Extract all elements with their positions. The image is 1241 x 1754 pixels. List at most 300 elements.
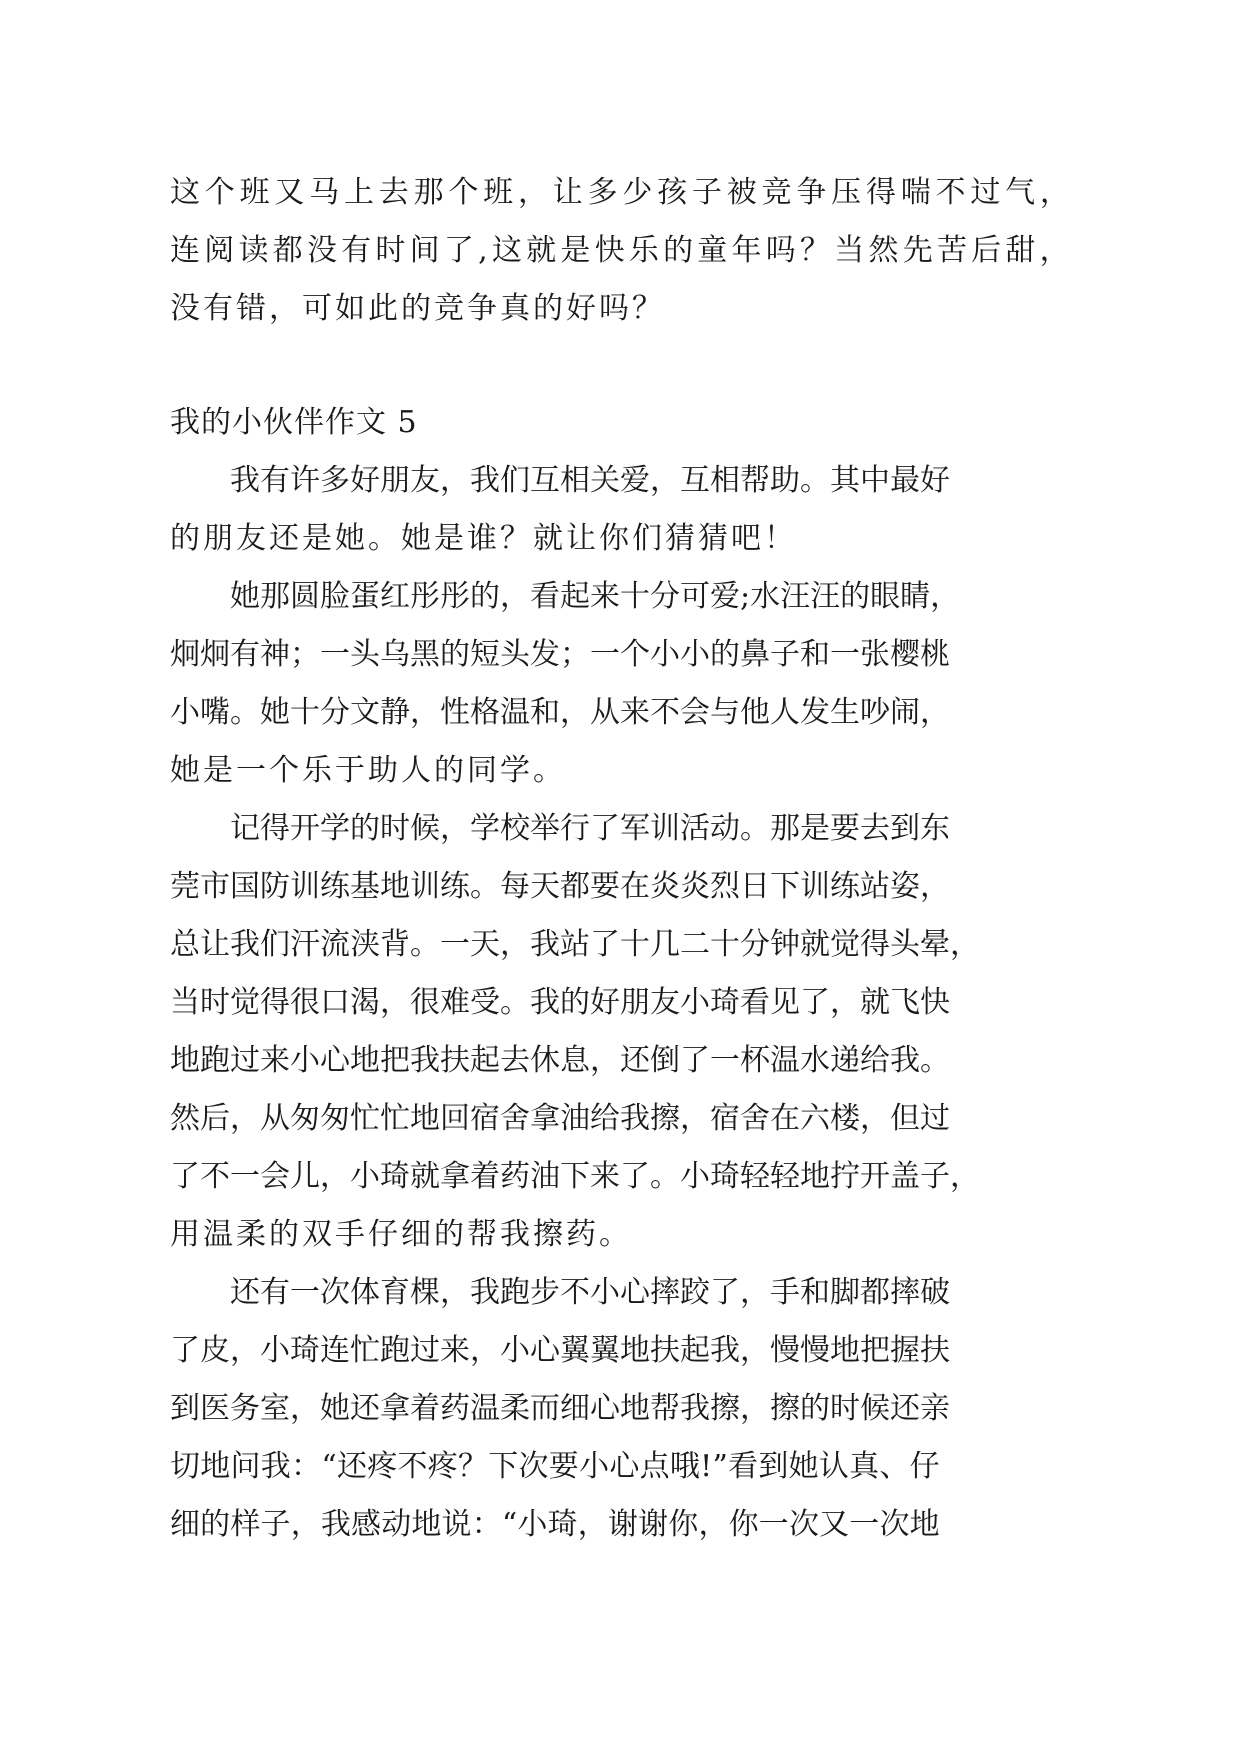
text-char: 觉 bbox=[230, 985, 260, 1020]
text-char: 国 bbox=[230, 869, 260, 904]
text-char: 她 bbox=[230, 579, 260, 614]
text-line bbox=[0, 688, 1241, 738]
text-char: 去 bbox=[378, 175, 409, 210]
text-line bbox=[0, 1094, 1241, 1144]
text-char: 跤 bbox=[680, 1275, 710, 1310]
text-char: 仔 bbox=[909, 1449, 940, 1484]
text-char: 一 bbox=[758, 1507, 789, 1542]
text-char: ， bbox=[440, 811, 470, 846]
text-char: 训 bbox=[800, 869, 830, 904]
text-char: 快 bbox=[920, 985, 950, 1020]
text-char: 拧 bbox=[830, 1159, 860, 1194]
text-char: 好 bbox=[920, 463, 950, 498]
text-line-content bbox=[170, 1500, 940, 1550]
text-char: 班 bbox=[239, 175, 270, 210]
text-char: 炎 bbox=[650, 869, 680, 904]
text-char: 的 bbox=[470, 579, 500, 614]
text-char: 着 bbox=[470, 1159, 500, 1194]
text-char: 其 bbox=[830, 463, 860, 498]
text-char: 让 bbox=[552, 175, 583, 210]
text-char: 地 bbox=[350, 1043, 380, 1078]
text-char: 就 bbox=[800, 927, 830, 962]
text-line bbox=[0, 514, 1241, 564]
text-char: 她 bbox=[260, 695, 290, 730]
text-char: ： bbox=[471, 1507, 502, 1542]
text-char: ， bbox=[410, 695, 440, 730]
text-char: 军 bbox=[620, 811, 650, 846]
text-char: 的 bbox=[440, 637, 470, 672]
text-char: 一 bbox=[230, 1159, 260, 1194]
text-line-content bbox=[170, 978, 950, 1028]
text-char: ？ bbox=[458, 1449, 488, 1484]
text-char: 室 bbox=[260, 1391, 290, 1426]
text-char: 晕 bbox=[920, 927, 950, 962]
text-char: 汪 bbox=[810, 579, 841, 614]
text-line bbox=[0, 862, 1241, 912]
text-char: 得 bbox=[260, 811, 290, 846]
text-char: 多 bbox=[320, 463, 350, 498]
text-char: 马 bbox=[309, 175, 340, 210]
text-char: 年 bbox=[731, 233, 762, 268]
text-char: 琦 bbox=[547, 1507, 578, 1542]
text-char: 候 bbox=[860, 1391, 890, 1426]
text-char: 他 bbox=[740, 695, 770, 730]
text-char: 二 bbox=[680, 927, 710, 962]
text-char: 连 bbox=[170, 233, 200, 268]
text-char: 还 bbox=[890, 1391, 920, 1426]
text-char: 练 bbox=[440, 869, 470, 904]
text-char: 莞 bbox=[170, 869, 200, 904]
text-char: 琦 bbox=[710, 985, 740, 1020]
text-char: 问 bbox=[230, 1449, 261, 1484]
text-line-content bbox=[230, 1268, 950, 1318]
text-char: 。 bbox=[920, 1043, 950, 1078]
text-char: 起 bbox=[560, 579, 590, 614]
text-char: 从 bbox=[260, 1101, 290, 1136]
text-char: 水 bbox=[800, 1043, 830, 1078]
text-char: 小 bbox=[500, 1333, 530, 1368]
text-char: 慢 bbox=[770, 1333, 800, 1368]
text-char: 得 bbox=[865, 175, 896, 210]
text-char: 孩 bbox=[657, 175, 688, 210]
text-char: 脸 bbox=[320, 579, 350, 614]
text-char: 到 bbox=[758, 1449, 789, 1484]
text-line bbox=[0, 1326, 1241, 1376]
text-line bbox=[0, 284, 1241, 334]
text-line bbox=[0, 168, 1241, 218]
text-char: 觉 bbox=[830, 927, 860, 962]
text-char: 还 bbox=[336, 1449, 367, 1484]
text-char: 蛋 bbox=[350, 579, 380, 614]
text-char: 给 bbox=[860, 1043, 890, 1078]
text-char: 文 bbox=[350, 695, 380, 730]
text-char: 下 bbox=[560, 1159, 590, 1194]
text-line bbox=[0, 978, 1241, 1028]
text-char: 友 bbox=[650, 985, 680, 1020]
text-char: 了 bbox=[710, 1275, 740, 1310]
text-char: ， bbox=[470, 1333, 500, 1368]
text-char: 难 bbox=[440, 985, 470, 1020]
text-char: 忙 bbox=[350, 1333, 380, 1368]
text-char: 和 bbox=[530, 695, 560, 730]
text-char: 把 bbox=[860, 1333, 890, 1368]
text-char: 就 bbox=[860, 985, 890, 1020]
text-char: 地 bbox=[620, 1333, 650, 1368]
text-line bbox=[0, 1152, 1241, 1202]
text-char: 你 bbox=[728, 1507, 759, 1542]
text-char: 疼 bbox=[367, 1449, 398, 1484]
text-char: 口 bbox=[320, 985, 350, 1020]
text-char: 。 bbox=[230, 695, 260, 730]
text-char: 心 bbox=[590, 1391, 620, 1426]
text-char: 相 bbox=[560, 463, 590, 498]
text-char: 地 bbox=[620, 1391, 650, 1426]
text-char: 然 bbox=[170, 1101, 200, 1136]
text-char: ” bbox=[712, 1449, 728, 1484]
text-line bbox=[0, 746, 1241, 796]
text-char: 站 bbox=[560, 927, 590, 962]
text-char: 过 bbox=[410, 1333, 440, 1368]
text-char: 地 bbox=[170, 1043, 200, 1078]
text-char: 格 bbox=[470, 695, 500, 730]
text-char: 下 bbox=[770, 869, 800, 904]
text-char: 地 bbox=[200, 1449, 231, 1484]
text-char: 的 bbox=[560, 985, 590, 1020]
text-char: 过 bbox=[970, 175, 1001, 210]
text-char: 来 bbox=[260, 1043, 290, 1078]
text-char: 擦 bbox=[650, 1101, 680, 1136]
text-char: 可 bbox=[680, 579, 710, 614]
text-char: 会 bbox=[680, 695, 710, 730]
text-char: 嘴 bbox=[200, 695, 230, 730]
text-char: 训 bbox=[650, 811, 680, 846]
text-line-content: 用温柔的双手仔细的帮我擦药。 bbox=[170, 1217, 632, 1252]
text-char: 喘 bbox=[900, 175, 931, 210]
text-char: ， bbox=[650, 463, 680, 498]
text-char: 看 bbox=[728, 1449, 759, 1484]
text-char: ， bbox=[517, 175, 548, 210]
text-char: 和 bbox=[800, 1275, 830, 1310]
text-char: 了 bbox=[680, 1043, 710, 1078]
text-line bbox=[0, 226, 1241, 276]
text-char: 她 bbox=[320, 1391, 350, 1426]
text-char: 黑 bbox=[410, 637, 440, 672]
text-char: ， bbox=[577, 1507, 608, 1542]
text-char: ？ bbox=[800, 233, 830, 268]
text-char: 人 bbox=[770, 695, 800, 730]
text-char: ， bbox=[950, 927, 980, 962]
text-char: 扶 bbox=[440, 1043, 470, 1078]
text-char: 的 bbox=[710, 637, 740, 672]
text-char: 的 bbox=[840, 579, 871, 614]
text-char: 忙 bbox=[350, 1101, 380, 1136]
text-char: ， bbox=[950, 1159, 980, 1194]
text-char: 子 bbox=[920, 1159, 950, 1194]
text-char: 关 bbox=[590, 463, 620, 498]
text-char: 们 bbox=[500, 463, 530, 498]
text-char: 一 bbox=[830, 637, 860, 672]
text-char: 六 bbox=[800, 1101, 830, 1136]
text-char: 是 bbox=[560, 233, 591, 268]
text-char: 小 bbox=[680, 637, 710, 672]
text-char: 然 bbox=[868, 233, 899, 268]
text-char: 流 bbox=[320, 927, 350, 962]
text-char: 背 bbox=[380, 927, 410, 962]
text-char: 我 bbox=[470, 1275, 500, 1310]
text-char: 温 bbox=[500, 695, 530, 730]
text-char: 训 bbox=[410, 869, 440, 904]
text-char: 起 bbox=[470, 1043, 500, 1078]
text-char: 我 bbox=[680, 1391, 710, 1426]
text-char: ， bbox=[740, 1275, 770, 1310]
text-char: ， bbox=[500, 579, 530, 614]
text-line-content bbox=[170, 1152, 980, 1202]
text-char: 分 bbox=[650, 579, 680, 614]
text-char: 点 bbox=[639, 1449, 670, 1484]
text-char: 。 bbox=[740, 811, 770, 846]
text-char: 阅 bbox=[204, 233, 235, 268]
text-char: 子 bbox=[260, 1507, 291, 1542]
text-char: 她 bbox=[788, 1449, 819, 1484]
text-char: 翼 bbox=[560, 1333, 590, 1368]
text-char: 要 bbox=[830, 811, 860, 846]
text-char: 就 bbox=[410, 1159, 440, 1194]
text-char: 的 bbox=[800, 1391, 830, 1426]
text-char: 得 bbox=[260, 985, 290, 1020]
text-char: 学 bbox=[470, 811, 500, 846]
text-char: 朋 bbox=[620, 985, 650, 1020]
text-char: 破 bbox=[920, 1275, 950, 1310]
text-char: 地 bbox=[410, 1101, 440, 1136]
text-char: 我 bbox=[230, 927, 260, 962]
text-char: 汪 bbox=[780, 579, 811, 614]
text-char: 们 bbox=[260, 927, 290, 962]
text-char: 小 bbox=[680, 1159, 710, 1194]
text-char: 汗 bbox=[290, 927, 320, 962]
text-char: 多 bbox=[587, 175, 618, 210]
text-char: 鼻 bbox=[740, 637, 770, 672]
text-char: 地 bbox=[411, 1507, 442, 1542]
text-char: 时 bbox=[830, 1391, 860, 1426]
text-char: 地 bbox=[380, 869, 410, 904]
text-char: 跑 bbox=[200, 1043, 230, 1078]
text-char: 帮 bbox=[650, 1391, 680, 1426]
text-char: 的 bbox=[350, 811, 380, 846]
text-line-content bbox=[170, 226, 1070, 276]
text-char: 过 bbox=[230, 1043, 260, 1078]
text-char: 和 bbox=[800, 637, 830, 672]
text-char: 那 bbox=[413, 175, 444, 210]
text-char: 样 bbox=[230, 1507, 261, 1542]
text-char: 炎 bbox=[680, 869, 710, 904]
text-char: 有 bbox=[260, 463, 290, 498]
text-line bbox=[0, 572, 1241, 622]
text-char: 与 bbox=[710, 695, 740, 730]
text-char: 匆 bbox=[320, 1101, 350, 1136]
text-char: 好 bbox=[590, 985, 620, 1020]
text-char: 在 bbox=[770, 1101, 800, 1136]
text-char: 烈 bbox=[710, 869, 740, 904]
text-char: 训 bbox=[290, 869, 320, 904]
text-char: 慢 bbox=[800, 1333, 830, 1368]
text-char: 乌 bbox=[380, 637, 410, 672]
text-char: 忙 bbox=[380, 1101, 410, 1136]
text-char: ; bbox=[740, 579, 751, 614]
section-title bbox=[0, 398, 1241, 448]
text-char: 没 bbox=[306, 233, 337, 268]
section-title-text: 我的小伙伴作文 5 bbox=[170, 405, 418, 440]
text-char: 给 bbox=[590, 1101, 620, 1136]
text-char: 不 bbox=[397, 1449, 428, 1484]
text-char: 一 bbox=[320, 637, 350, 672]
text-char: 帮 bbox=[740, 463, 770, 498]
text-char: 发 bbox=[800, 695, 830, 730]
text-char: 每 bbox=[500, 869, 530, 904]
text-char: 了 bbox=[590, 927, 620, 962]
text-char: 分 bbox=[320, 695, 350, 730]
text-char: 有 bbox=[260, 1275, 290, 1310]
text-line bbox=[0, 630, 1241, 680]
text-char: 后 bbox=[971, 233, 1002, 268]
text-char: 十 bbox=[710, 927, 740, 962]
text-char: 了 bbox=[800, 985, 830, 1020]
text-char: 要 bbox=[548, 1449, 579, 1484]
text-char: 小 bbox=[170, 695, 200, 730]
text-line-content bbox=[170, 1442, 940, 1492]
text-char: 樱 bbox=[890, 637, 920, 672]
text-char: 跑 bbox=[380, 1333, 410, 1368]
text-char: 闹 bbox=[890, 695, 920, 730]
text-line-content bbox=[230, 456, 950, 506]
text-char: 防 bbox=[260, 869, 290, 904]
text-char: 小 bbox=[650, 637, 680, 672]
text-char: 个 bbox=[448, 175, 479, 210]
text-char: , bbox=[478, 233, 488, 268]
text-line bbox=[0, 1384, 1241, 1434]
text-char: 去 bbox=[860, 811, 890, 846]
text-char: 助 bbox=[770, 463, 800, 498]
text-char: ， bbox=[320, 1159, 350, 1194]
text-char: 天 bbox=[530, 869, 560, 904]
text-line-content bbox=[170, 1384, 950, 1434]
text-char: 最 bbox=[890, 463, 920, 498]
text-char: 哦 bbox=[669, 1449, 700, 1484]
text-char: 不 bbox=[650, 695, 680, 730]
text-line-content bbox=[170, 920, 980, 970]
text-char: 受 bbox=[470, 985, 500, 1020]
text-char: 一 bbox=[849, 1507, 880, 1542]
text-char: ， bbox=[830, 985, 860, 1020]
text-char: 但 bbox=[890, 1101, 920, 1136]
text-char: ， bbox=[1039, 233, 1070, 268]
text-char: 动 bbox=[710, 811, 740, 846]
text-line-content bbox=[170, 630, 950, 680]
text-char: 都 bbox=[860, 1275, 890, 1310]
text-char: 轻 bbox=[770, 1159, 800, 1194]
text-char: 水 bbox=[750, 579, 781, 614]
text-char: 时 bbox=[200, 985, 230, 1020]
text-line-content: 的朋友还是她。她是谁？就让你们猜猜吧！ bbox=[170, 521, 797, 556]
text-char: 脚 bbox=[830, 1275, 860, 1310]
text-char: 读 bbox=[238, 233, 269, 268]
text-char: 苦 bbox=[936, 233, 967, 268]
text-char: 渴 bbox=[350, 985, 380, 1020]
text-char: 朋 bbox=[380, 463, 410, 498]
text-char: 倒 bbox=[650, 1043, 680, 1078]
text-char: 个 bbox=[204, 175, 235, 210]
text-char: 基 bbox=[350, 869, 380, 904]
text-char: 的 bbox=[200, 1507, 231, 1542]
text-char: 温 bbox=[470, 1391, 500, 1426]
text-char: 总 bbox=[170, 927, 200, 962]
text-char: 开 bbox=[290, 811, 320, 846]
text-char: 到 bbox=[890, 811, 920, 846]
text-char: 握 bbox=[890, 1333, 920, 1368]
text-char: ， bbox=[740, 1333, 770, 1368]
text-char: 切 bbox=[170, 1449, 200, 1484]
text-char: 当 bbox=[834, 233, 865, 268]
text-char: 的 bbox=[663, 233, 694, 268]
text-char: 天 bbox=[470, 927, 500, 962]
text-char: 得 bbox=[860, 927, 890, 962]
text-char: 来 bbox=[590, 1159, 620, 1194]
text-char: 爱 bbox=[710, 579, 740, 614]
text-char: 许 bbox=[290, 463, 320, 498]
text-char: 气 bbox=[1005, 175, 1036, 210]
text-char: 回 bbox=[440, 1101, 470, 1136]
text-char: ， bbox=[560, 695, 590, 730]
text-char: 我 bbox=[320, 1507, 351, 1542]
text-char: 来 bbox=[440, 1333, 470, 1368]
text-char: 起 bbox=[680, 1333, 710, 1368]
text-char: 递 bbox=[830, 1043, 860, 1078]
text-char: 杯 bbox=[740, 1043, 770, 1078]
text-char: 站 bbox=[860, 869, 890, 904]
text-char: 学 bbox=[320, 811, 350, 846]
text-char: 日 bbox=[740, 869, 770, 904]
text-char: ， bbox=[290, 1391, 320, 1426]
text-char: ， bbox=[440, 463, 470, 498]
text-char: 扶 bbox=[920, 1333, 950, 1368]
text-char: 性 bbox=[440, 695, 470, 730]
text-char: 一 bbox=[710, 1043, 740, 1078]
text-char: 。 bbox=[470, 869, 500, 904]
text-char: 还 bbox=[230, 1275, 260, 1310]
text-line-content bbox=[170, 1094, 950, 1144]
text-char: 压 bbox=[831, 175, 862, 210]
text-char: 油 bbox=[530, 1159, 560, 1194]
text-char: ， bbox=[698, 1507, 729, 1542]
text-char: 舍 bbox=[740, 1101, 770, 1136]
text-char: 地 bbox=[800, 1159, 830, 1194]
text-char: 见 bbox=[770, 985, 800, 1020]
text-char: 桃 bbox=[920, 637, 950, 672]
text-char: 炯 bbox=[200, 637, 230, 672]
text-char: 务 bbox=[230, 1391, 260, 1426]
text-char: 心 bbox=[620, 1275, 650, 1310]
text-line-content bbox=[170, 688, 950, 738]
text-char: 。 bbox=[500, 985, 530, 1020]
text-char: 红 bbox=[380, 579, 410, 614]
text-char: ， bbox=[290, 1507, 321, 1542]
text-char: 心 bbox=[320, 1043, 350, 1078]
text-char: 开 bbox=[860, 1159, 890, 1194]
text-char: 被 bbox=[726, 175, 757, 210]
text-char: 琦 bbox=[380, 1159, 410, 1194]
text-line bbox=[0, 804, 1241, 854]
text-char: 市 bbox=[200, 869, 230, 904]
text-line bbox=[0, 1210, 1241, 1260]
